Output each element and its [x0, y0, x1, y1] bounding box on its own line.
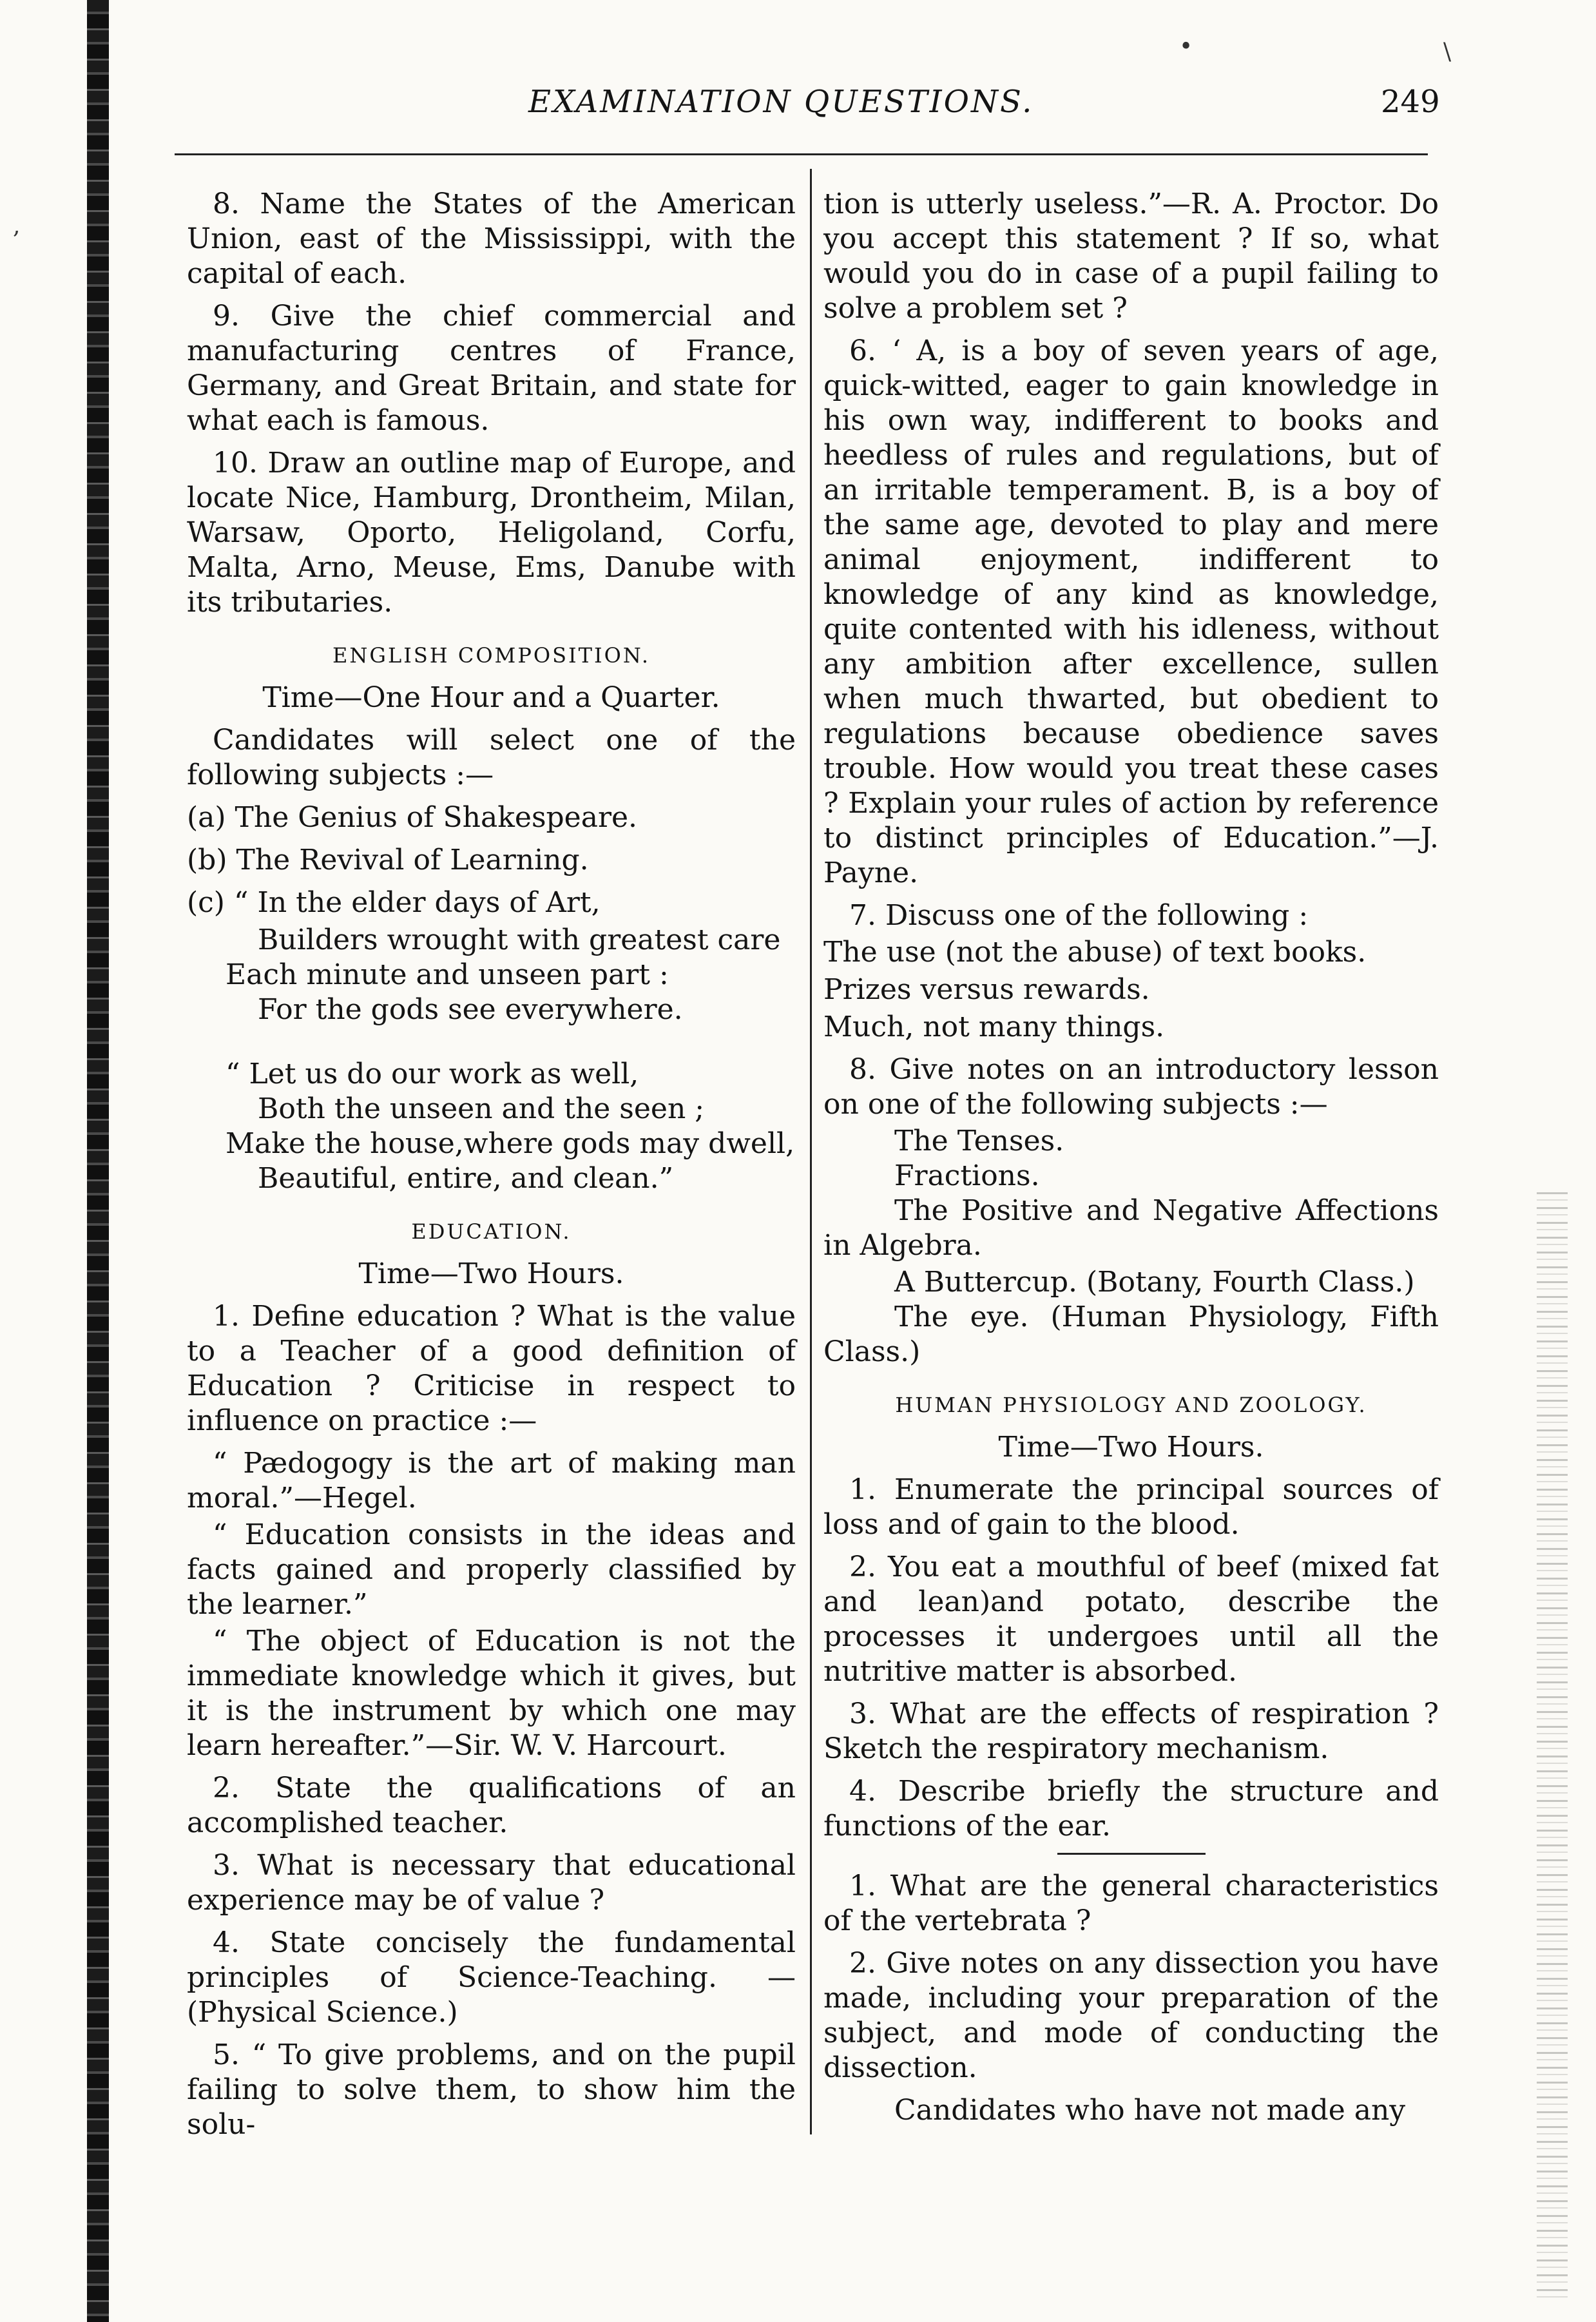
- list-item: Fractions.: [894, 1159, 1040, 1192]
- scan-binding-edge: [87, 0, 109, 2322]
- poem-line: Each minute and unseen part :: [226, 958, 669, 991]
- education-quote: “ The object of Education is not the immediate knowledge which it gives, but it is the instrument by which one may learn hereafter.”—Sir. W. V. Harcourt.: [187, 1625, 796, 1762]
- education-question-7: 7. Discuss one of the following :: [849, 899, 1309, 932]
- list-item: A Buttercup. (Botany, Fourth Class.): [894, 1266, 1415, 1299]
- section-heading-education: EDUCATION.: [411, 1219, 572, 1244]
- right-column: [823, 187, 1439, 2136]
- education-question-6: 6. ‘ A, is a boy of seven years of age, quick-witted, eager to gain knowledge in his own way, indifferent to books and heedless of rules and regulations, but of an irritable temperament. B, is a boy of the same age, devoted to play and mere animal enjoyment, indifferent to knowledge of any kind as knowledge, quite contented with his idleness, without any ambition after excellence, sullen when much thwarted, but obedient to regulations because obedience saves trouble. How would you treat these cases ? Explain your rules of action by reference to distinct principles of Education.”—J. Payne.: [823, 334, 1439, 889]
- zoology-question-2: 2. Give notes on any dissection you have made, including your preparation of the subject, and mode of conducting the dissection.: [823, 1947, 1439, 2084]
- list-item: Prizes versus rewards.: [823, 973, 1150, 1006]
- page-number: 249: [1381, 84, 1440, 120]
- header-rule: [175, 153, 1428, 155]
- zoology-question-3: Candidates who have not made any: [894, 2094, 1406, 2127]
- list-item: The eye. (Human Physiology, Fifth Class.): [823, 1301, 1439, 1368]
- education-question-1: 1. Define education ? What is the value to a Teacher of a good definition of Education ? Criticise in respect to influence on practice :—: [187, 1300, 796, 1437]
- physiology-question-3: 3. What are the effects of respiration ? Sketch the respiratory mechanism.: [823, 1698, 1439, 1765]
- scan-noise-edge: [1537, 1192, 1568, 2301]
- education-question-3: 3. What is necessary that educational experience may be of value ?: [187, 1849, 796, 1917]
- education-quote: “ Pædogogy is the art of making man moral.”—Hegel.: [187, 1447, 796, 1514]
- list-item: The Tenses.: [894, 1125, 1064, 1157]
- zoology-question-1: 1. What are the general characteristics of the vertebrata ?: [823, 1870, 1439, 1937]
- list-item: The use (not the abuse) of text books.: [823, 936, 1367, 969]
- left-column: [187, 187, 796, 2150]
- scan-speck: \: [1443, 39, 1452, 65]
- option-b: (b) The Revival of Learning.: [187, 844, 589, 876]
- list-item: The Positive and Negative Affections in Algebra.: [823, 1194, 1439, 1262]
- question-9: 9. Give the chief commercial and manufacturing centres of France, Germany, and Great Britain, and state for what each is famous.: [187, 300, 796, 437]
- stanza-gap: [187, 1027, 796, 1057]
- physiology-question-4: 4. Describe briefly the structure and functions of the ear.: [823, 1775, 1439, 1843]
- section-time-english: Time—One Hour and a Quarter.: [262, 681, 720, 714]
- poem-line: Make the house,where gods may dwell,: [226, 1127, 795, 1160]
- scan-speck: ,: [13, 213, 21, 239]
- physiology-question-1: 1. Enumerate the principal sources of loss and of gain to the blood.: [823, 1473, 1439, 1541]
- question-8: 8. Name the States of the American Union, east of the Mississippi, with the capital of each.: [187, 188, 796, 290]
- education-quote: “ Education consists in the ideas and facts gained and properly classified by the learner.”: [187, 1518, 796, 1621]
- page-header: [0, 77, 1596, 135]
- education-question-5-continued: tion is utterly useless.”—R. A. Proctor. Do you accept this statement ? If so, what would you do in case of a pupil failing to solve a problem set ?: [823, 188, 1439, 325]
- option-a: (a) The Genius of Shakespeare.: [187, 801, 638, 834]
- poem-line: “ Let us do our work as well,: [226, 1058, 639, 1090]
- section-heading-physiology: HUMAN PHYSIOLOGY AND ZOOLOGY.: [895, 1393, 1367, 1417]
- section-time-physiology: Time—Two Hours.: [998, 1431, 1264, 1464]
- poem-line: For the gods see everywhere.: [258, 993, 683, 1026]
- list-item: Much, not many things.: [823, 1011, 1165, 1043]
- poem-line: Beautiful, entire, and clean.”: [258, 1162, 674, 1195]
- section-divider: [1057, 1853, 1206, 1855]
- physiology-question-2: 2. You eat a mouthful of beef (mixed fat and lean)and potato, describe the processes it undergoes until all the nutritive matter is absorbed.: [823, 1551, 1439, 1688]
- education-question-5: 5. “ To give problems, and on the pupil failing to solve them, to show him the solu-: [187, 2038, 796, 2141]
- running-title: EXAMINATION QUESTIONS.: [528, 84, 1034, 120]
- section-heading-english: ENGLISH COMPOSITION.: [332, 643, 650, 668]
- section-time-education: Time—Two Hours.: [358, 1257, 624, 1290]
- education-question-4: 4. State concisely the fundamental principles of Science-Teaching. — (Physical Science.): [187, 1926, 796, 2029]
- education-question-2: 2. State the qualifications of an accomplished teacher.: [187, 1772, 796, 1839]
- education-question-8: 8. Give notes on an introductory lesson on one of the following subjects :—: [823, 1053, 1439, 1121]
- poem-line: Both the unseen and the seen ;: [258, 1092, 705, 1125]
- poem-line: Builders wrought with greatest care: [258, 924, 781, 956]
- scan-speck: •: [1179, 34, 1193, 60]
- column-divider: [810, 169, 812, 2134]
- question-10: 10. Draw an outline map of Europe, and locate Nice, Hamburg, Drontheim, Milan, Warsaw, Oporto, Heligoland, Corfu, Malta, Arno, Meuse, Ems, Danube with its tributaries.: [187, 447, 796, 619]
- poem-line: (c) “ In the elder days of Art,: [187, 886, 601, 919]
- english-intro: Candidates will select one of the following subjects :—: [187, 724, 796, 791]
